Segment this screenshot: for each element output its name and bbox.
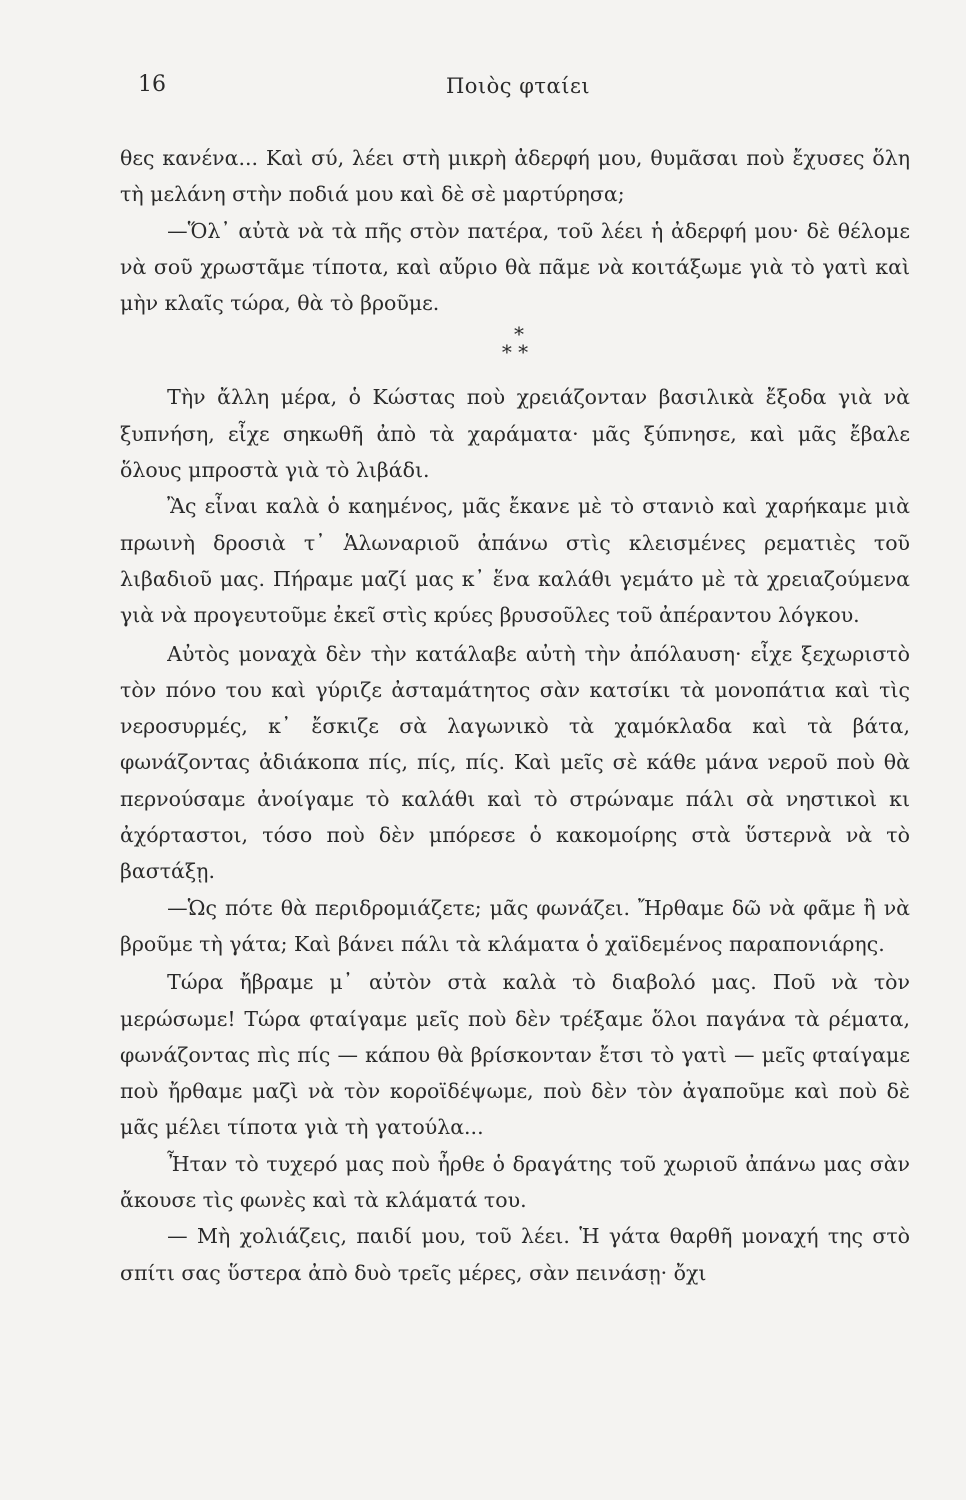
page-number: 16 (138, 72, 166, 97)
paragraph: Τώρα ἤβραμε μ᾽ αὐτὸν στὰ καλὰ τὸ διαβολό μας. Ποῦ νὰ τὸν μερώσωμε! Τώρα φταίγαμε μεῖς ποὺ δὲν τρέξαμε ὅλοι παγάνα τὰ ρέματα, φωνάζοντας πὶς πίς — κάπου θὰ βρίσκονταν ἔτσι τὸ γατὶ — μεῖς φταίγαμε ποὺ ἤρθαμε μαζὶ νὰ τὸν κοροϊδέψωμε, ποὺ δὲν τὸν ἀγαποῦμε καὶ ποὺ δὲ μᾶς μέλει τίποτα γιὰ τὴ γατούλα... (120, 970, 910, 1140)
paragraph: Ἦταν τὸ τυχερό μας ποὺ ἦρθε ὁ δραγάτης τοῦ χωριοῦ ἀπάνω μας σὰν ἄκουσε τὶς φωνὲς καὶ τὰ κλάματά του. (120, 1151, 910, 1213)
section-separator (120, 323, 910, 369)
paragraph: θες κανένα... Καὶ σύ, λέει στὴ μικρὴ ἀδερφή μου, θυμᾶσαι ποὺ ἔχυσες ὅλη τὴ μελάνη στὴν ποδιά μου καὶ δὲ σὲ μαρτύρησα; (120, 146, 910, 207)
paragraph: Ἂς εἶναι καλὰ ὁ καημένος, μᾶς ἔκανε μὲ τὸ στανιὸ καὶ χαρήκαμε μιὰ πρωινὴ δροσιὰ τ᾽ Ἁλωναριοῦ ἀπάνω στὶς κλεισμένες ρεματιὲς τοῦ λιβαδιοῦ μας. Πήραμε μαζί μας κ᾽ ἕνα καλάθι γεμάτο μὲ τὰ χρειαζούμενα γιὰ νὰ προγευτοῦμε ἐκεῖ στὶς κρύες βρυσοῦλες τοῦ ἀπέραντου λόγκου. (120, 494, 910, 628)
body-text (120, 140, 910, 1291)
paragraph: —Ὅλ᾽ αὐτὰ νὰ τὰ πῆς στὸν πατέρα, τοῦ λέει ἡ ἀδερφή μου· δὲ θέλομε νὰ σοῦ χρωστᾶμε τίποτα, καὶ αὔριο θὰ πᾶμε νὰ κοιτάξωμε γιὰ τὸ γατὶ καὶ μὴν κλαῖς τώρα, θὰ τὸ βροῦμε. (120, 218, 910, 316)
separator-asterisk-top: * (514, 322, 524, 347)
separator-asterisks-bottom: * * (501, 340, 529, 365)
paragraph: — Μὴ χολιάζεις, παιδί μου, τοῦ λέει. Ἡ γάτα θαρθῆ μοναχή της στὸ σπίτι σας ὕστερα ἀπὸ δυὸ τρεῖς μέρες, σὰν πεινάσῃ· ὄχι (120, 1224, 910, 1285)
running-title: Ποιὸς φταίει (445, 74, 591, 98)
paragraph: Τὴν ἄλλη μέρα, ὁ Κώστας ποὺ χρειάζονταν βασιλικὰ ἔξοδα γιὰ νὰ ξυπνήση, εἶχε σηκωθῆ ἀπὸ τὰ χαράματα· μᾶς ξύπνησε, καὶ μᾶς ἔβαλε ὅλους μπροστὰ γιὰ τὸ λιβάδι. (120, 385, 910, 483)
paragraph: Αὐτὸς μοναχὰ δὲν τὴν κατάλαβε αὐτὴ τὴν ἀπόλαυση· εἶχε ξεχωριστὸ τὸν πόνο του καὶ γύριζε ἀσταμάτητος σὰν κατσίκι τὰ μονοπάτια καὶ τὶς νεροσυρμές, κ᾽ ἔσκιζε σὰ λαγωνικὸ τὰ χαμόκλαδα καὶ τὰ βάτα, φωνάζοντας ἀδιάκοπα πίς, πίς, πίς. Καὶ μεῖς σὲ κάθε μάνα νεροῦ ποὺ θὰ περνούσαμε ἀνοίγαμε τὸ καλάθι καὶ τὸ στρώναμε πάλι σὰ νηστικοὶ κι ἀχόρταστοι, τόσο ποὺ δὲν μπόρεσε ὁ κακομοίρης στὰ ὕστερνὰ νὰ τὸ βαστάξῃ. (120, 641, 910, 884)
paragraph: —Ὡς πότε θὰ περιδρομιάζετε; μᾶς φωνάζει. Ἤρθαμε δῶ νὰ φᾶμε ἢ νὰ βροῦμε τὴ γάτα; Καὶ βάνει πάλι τὰ κλάματα ὁ χαϊδεμένος παραπονιάρης. (120, 895, 910, 956)
page-header (138, 72, 898, 112)
